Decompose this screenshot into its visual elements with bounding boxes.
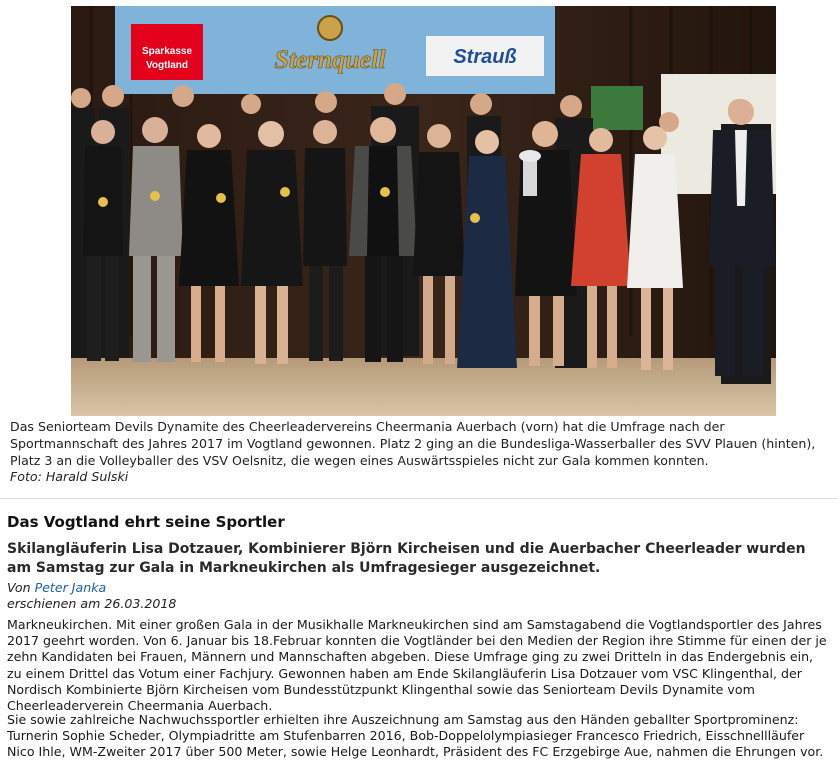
byline-prefix: Von [7, 580, 31, 595]
sternquell-emblem [318, 16, 342, 40]
photo-caption: Das Seniorteam Devils Dynamite des Cheerleadervereins Cheermania Auerbach (vorn) hat die Umfrage nach der Sportmannschaft des Jahres 2017 im Vogtland gewonnen. Platz 2 ging an die Bundesliga-Wasserballer des SVV Plauen (hinten), Platz 3 an die Volleyballer des VSV Oelsnitz, die wegen eines Auswärtsspieles nicht zur Gala kommen konnten. [10, 419, 816, 468]
byline [7, 580, 176, 612]
strauss-logo-text: Strauß [453, 46, 517, 68]
sparkasse-logo-text-2: Vogtland [145, 60, 189, 71]
photo-credit: Foto: Harald Sulski [10, 469, 129, 484]
author-link[interactable]: Peter Janka [34, 580, 107, 595]
section-divider [0, 498, 838, 499]
article-subtitle: Skilangläuferin Lisa Dotzauer, Kombinierer Björn Kircheisen und die Auerbacher Cheerleader wurden am Samstag zur Gala in Markneukirchen als Umfragesieger ausgezeichnet. [7, 541, 806, 576]
article-photo[interactable] [71, 6, 776, 416]
article-paragraph: Markneukirchen. Mit einer großen Gala in der Musikhalle Markneukirchen sind am Samstagabend die Vogtlandsportler des Jahres 2017 geehrt worden. Von 6. Januar bis 18.Februar konnten die Vogtländer bei den Medien der Region ihre Stimme für einen der je zehn Kandidaten bei Frauen, Männern und Mannschaften abgeben. Diese Umfrage ging zu zwei Dritteln in das Endergebnis ein, zu einem Drittel das Votum einer Fachjury. Gewonnen haben am Ende Skilangläuferin Lisa Dotzauer vom VSC Klingenthal, der Nordisch Kombinierte Björn Kircheisen vom Bundesstützpunkt Klingenthal sowie das Seniorteam Devils Dynamite vom Cheerleaderverein Cheermania Auerbach. [7, 617, 827, 714]
article-title: Das Vogtland ehrt seine Sportler [7, 513, 285, 531]
article-paragraph: Sie sowie zahlreiche Nachwuchssportler erhielten ihre Auszeichnung am Samstag aus den Händen geballter Sportprominenz: Turnerin Sophie Scheder, Olympiadritte am Stufenbarren 2016, Bob-Doppelolympiasieger Francesco Friedrich, Eisschnellläufer Nico Ihle, WM-Zweiter 2017 über 500 Meter, sowie Helge Leonhardt, Präsident des FC Erzgebirge Aue, nahmen die Ehrungen vor. [7, 712, 824, 760]
sparkasse-logo-text-1: Sparkasse [141, 46, 193, 57]
publish-date: erschienen am 26.03.2018 [7, 596, 177, 611]
group-photo-illustration [71, 6, 776, 416]
sternquell-logo-text: Sternquell [274, 45, 386, 74]
